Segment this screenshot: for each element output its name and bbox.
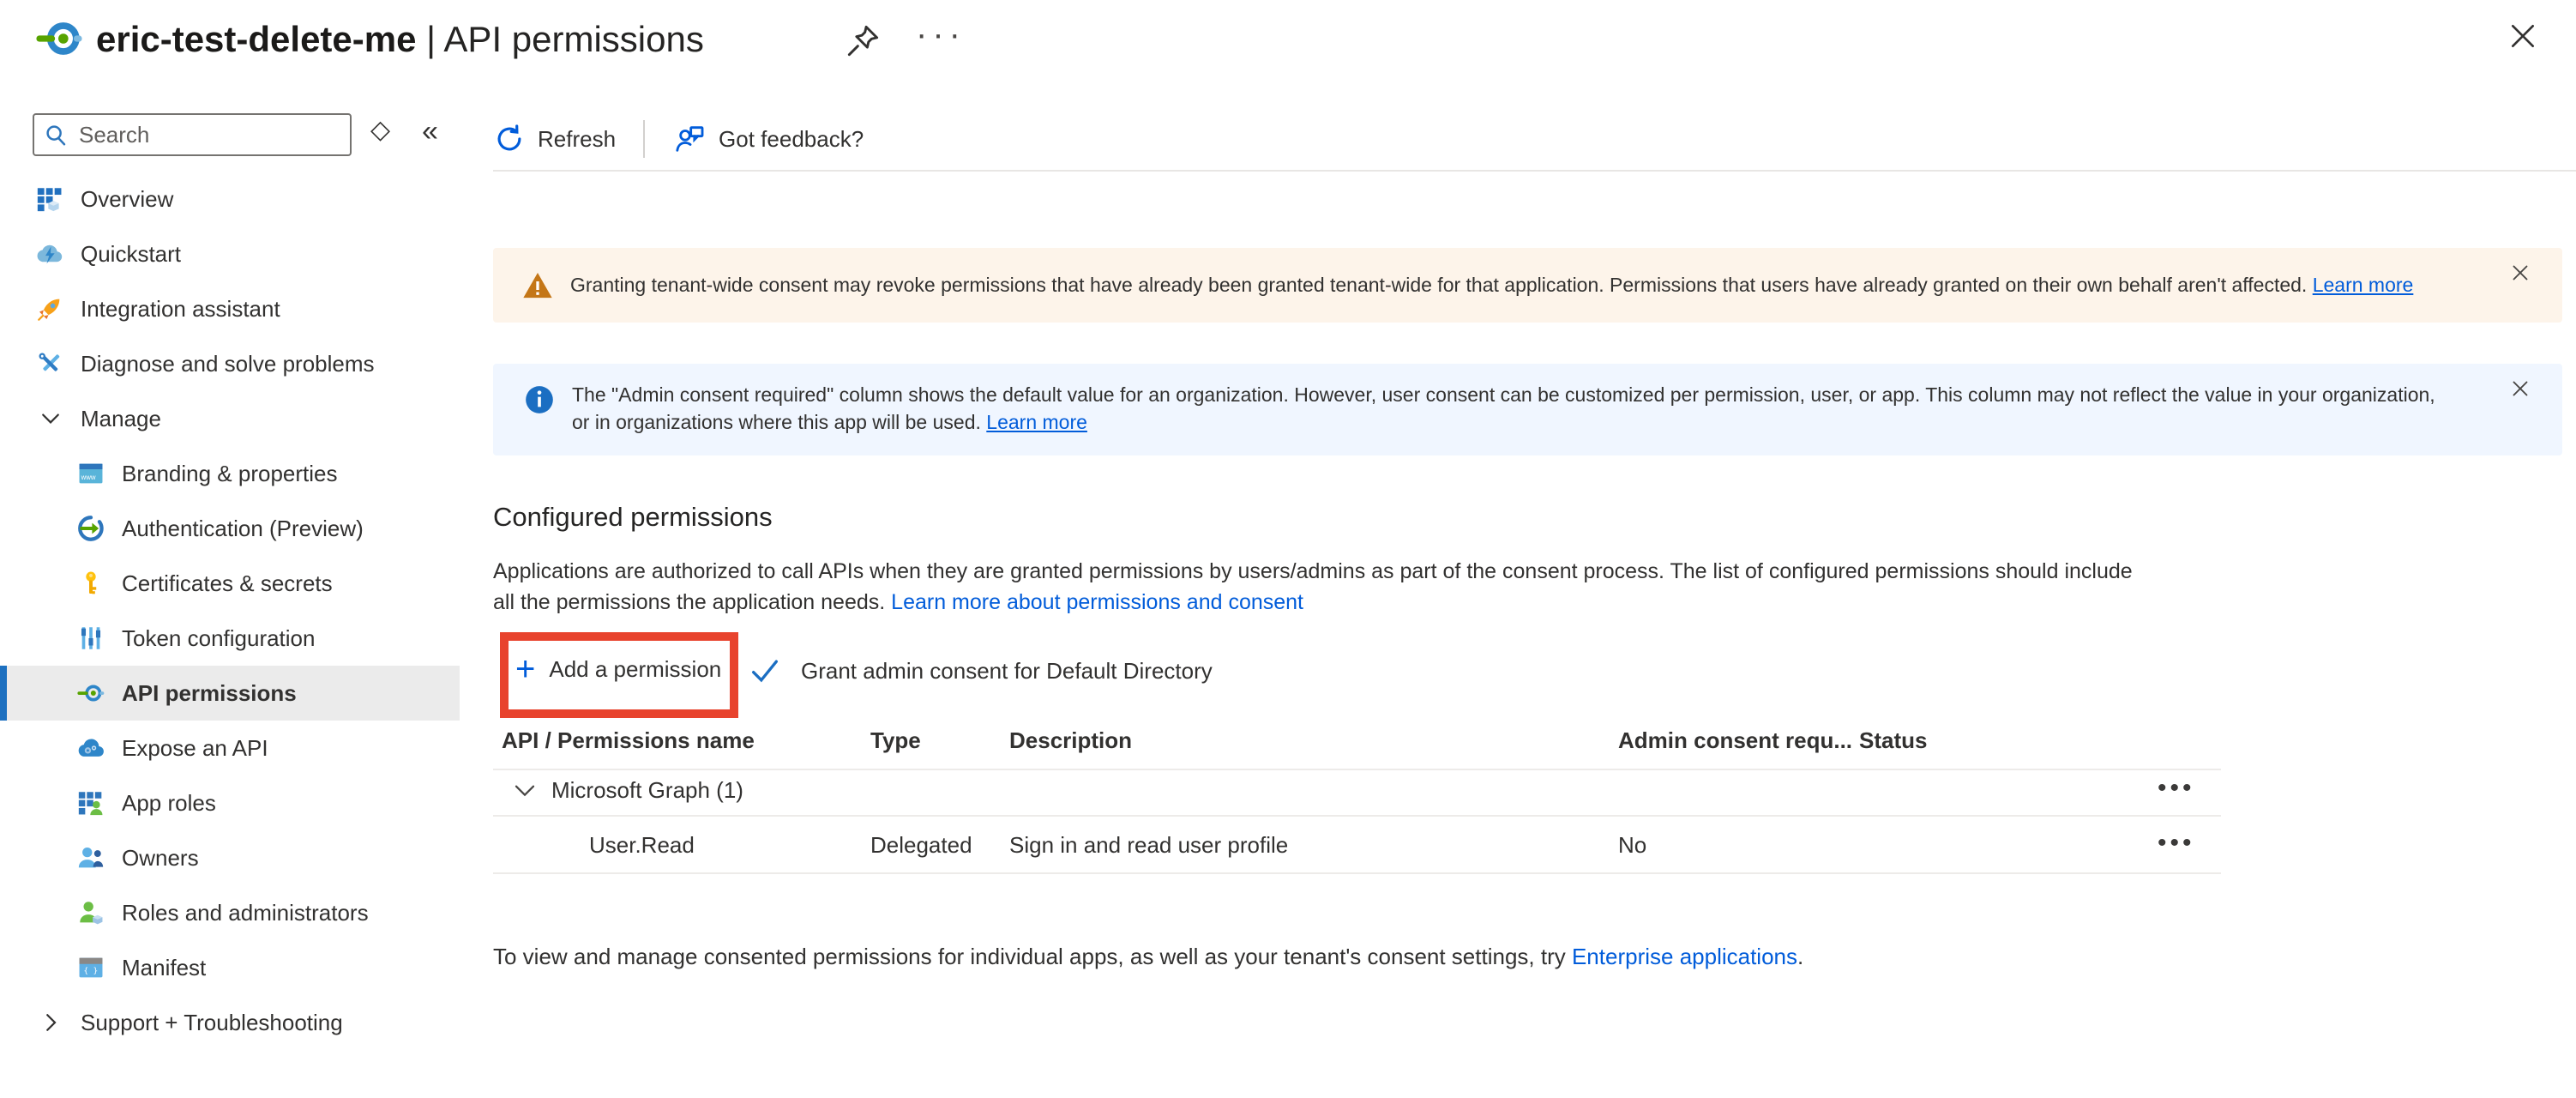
sidebar-item-label: Token configuration [122,624,316,651]
permission-type-cell: Delegated [870,832,972,858]
sidebar-item-certificates[interactable] [0,556,477,611]
permissions-consent-link[interactable]: Learn more about permissions and consent [891,590,1304,614]
sidebar-nav [0,172,477,1050]
sidebar-item-overview[interactable] [0,172,477,226]
footer-suffix: . [1797,944,1804,969]
title-divider: | [426,19,436,59]
column-header-name[interactable]: API / Permissions name [502,727,755,753]
tools-icon [34,348,65,379]
footer-text: To view and manage consented permissions for individual apps, as well as your tenant's consent settings, try [493,944,1572,969]
rocket-icon [34,293,65,324]
expand-group-chevron-icon[interactable] [511,777,539,809]
permission-row-menu-icon[interactable]: ••• [2158,829,2195,857]
sidebar-item-label: Overview [81,185,174,212]
search-input[interactable] [79,122,341,148]
description-line1: Applications are authorized to call APIs when they are granted permissions by users/admins as part of the consent process. The list of configured permissions should include [493,559,2133,583]
footer-note [493,944,1803,970]
toolbar-divider [643,120,645,158]
sidebar-item-label: Owners [122,844,199,871]
sidebar [0,103,477,1098]
content-divider [493,170,2576,172]
info-banner [493,364,2562,455]
sidebar-item-label: Roles and administrators [122,899,369,926]
warning-text: Granting tenant-wide consent may revoke permissions that have already been granted tenant-wide for that application. Permissions that users have already granted on their own behalf aren't affected. [570,274,2313,296]
sidebar-item-integration-assistant[interactable] [0,281,477,336]
sidebar-item-label: Expose an API [122,734,268,761]
refresh-icon [493,123,526,155]
sidebar-section-manage[interactable] [0,391,477,446]
sidebar-item-owners[interactable] [0,830,477,885]
cloud-gears-icon [75,733,106,763]
info-learn-more-link[interactable]: Learn more [986,411,1087,433]
person-cube-icon [75,897,106,928]
sidebar-item-api-permissions[interactable] [0,666,460,721]
feedback-icon [672,122,707,156]
column-header-status[interactable]: Status [1859,727,1928,753]
manifest-code-icon [75,952,106,983]
permission-admin-consent-cell: No [1618,832,1647,858]
key-icon [75,568,106,599]
chevron-right-icon [38,1010,67,1035]
column-header-admin-consent[interactable]: Admin consent requ... [1618,727,1853,753]
plus-icon: + [515,650,536,688]
sidebar-item-manifest[interactable] [0,940,477,995]
sidebar-section-label: Manage [81,405,161,431]
sliders-icon [75,623,106,654]
more-actions-icon[interactable]: ··· [916,15,966,53]
sidebar-item-label: Branding & properties [122,460,338,486]
command-bar [493,113,864,165]
resize-handle-icon[interactable]: ◇ [370,116,391,144]
sidebar-item-label: Certificates & secrets [122,570,333,596]
info-text-line2: or in organizations where this app will be used. [572,411,987,433]
grant-admin-consent-label: Grant admin consent for Default Directory [801,657,1213,684]
grant-admin-consent-button[interactable] [748,654,1213,688]
sidebar-item-label: Authentication (Preview) [122,515,364,541]
search-icon [43,122,69,148]
sidebar-item-label: App roles [122,789,216,816]
sidebar-item-roles-administrators[interactable] [0,885,477,940]
refresh-button[interactable] [493,123,616,155]
enterprise-applications-link[interactable]: Enterprise applications [1571,944,1798,969]
sidebar-section-support[interactable] [0,995,477,1050]
sidebar-item-label: Manifest [122,954,207,980]
sidebar-item-app-roles[interactable] [0,775,477,830]
grid-person-icon [75,787,106,818]
sidebar-item-expose-api[interactable] [0,721,477,775]
row-divider [493,815,2221,817]
browser-window-icon [75,458,106,489]
feedback-label: Got feedback? [719,125,864,152]
app-name: eric-test-delete-me [96,19,417,59]
blade-close-icon[interactable] [2506,19,2540,57]
warning-icon [521,268,555,323]
sidebar-item-diagnose[interactable] [0,336,477,391]
feedback-button[interactable] [672,122,864,156]
group-row-menu-icon[interactable]: ••• [2158,774,2195,802]
section-description [493,556,2133,618]
warning-banner [493,248,2562,323]
info-close-icon[interactable] [2507,376,2533,406]
sidebar-item-label: Diagnose and solve problems [81,350,375,377]
sidebar-search[interactable] [33,113,352,156]
row-divider [493,872,2221,874]
page-title [96,19,704,60]
column-header-type[interactable]: Type [870,727,921,753]
api-permissions-icon [75,678,106,709]
refresh-label: Refresh [538,125,617,152]
blade-name: API permissions [436,19,704,59]
permission-description-cell: Sign in and read user profile [1009,832,1289,858]
table-divider [493,769,2221,770]
sidebar-item-authentication[interactable] [0,501,477,556]
overview-icon [34,184,65,214]
sidebar-item-token-configuration[interactable] [0,611,477,666]
sign-in-circle-icon [75,513,106,544]
svg-text:{ }: { } [83,966,99,976]
api-group-link[interactable]: Microsoft Graph (1) [551,777,743,803]
collapse-menu-icon[interactable]: « [422,115,438,148]
chevron-down-icon [38,406,67,431]
column-header-description[interactable]: Description [1009,727,1133,753]
add-permission-label: Add a permission [549,655,722,682]
warning-close-icon[interactable] [2507,260,2533,290]
people-icon [75,842,106,873]
info-text-line1: The "Admin consent required" column shows the default value for an organization. However, user consent can be customized per permission, user, or app. This column may not reflect the value in your organization, [572,383,2435,406]
sidebar-item-label: API permissions [122,679,297,706]
checkmark-icon [748,654,782,688]
section-title: Configured permissions [493,502,773,532]
quickstart-icon [34,238,65,269]
sidebar-section-label: Support + Troubleshooting [81,1009,343,1035]
permission-name-link[interactable]: User.Read [589,832,695,858]
info-icon [522,383,557,455]
warning-learn-more-link[interactable]: Learn more [2312,274,2414,296]
sidebar-item-quickstart[interactable] [0,226,477,281]
sidebar-item-label: Integration assistant [81,295,280,322]
add-permission-button[interactable] [515,652,721,686]
pin-icon[interactable] [842,19,885,66]
svg-text:www: www [81,474,96,482]
description-line2: all the permissions the application needs. [493,590,892,614]
sidebar-item-label: Quickstart [81,240,182,267]
sidebar-item-branding[interactable] [0,446,477,501]
app-registration-icon [34,14,84,68]
